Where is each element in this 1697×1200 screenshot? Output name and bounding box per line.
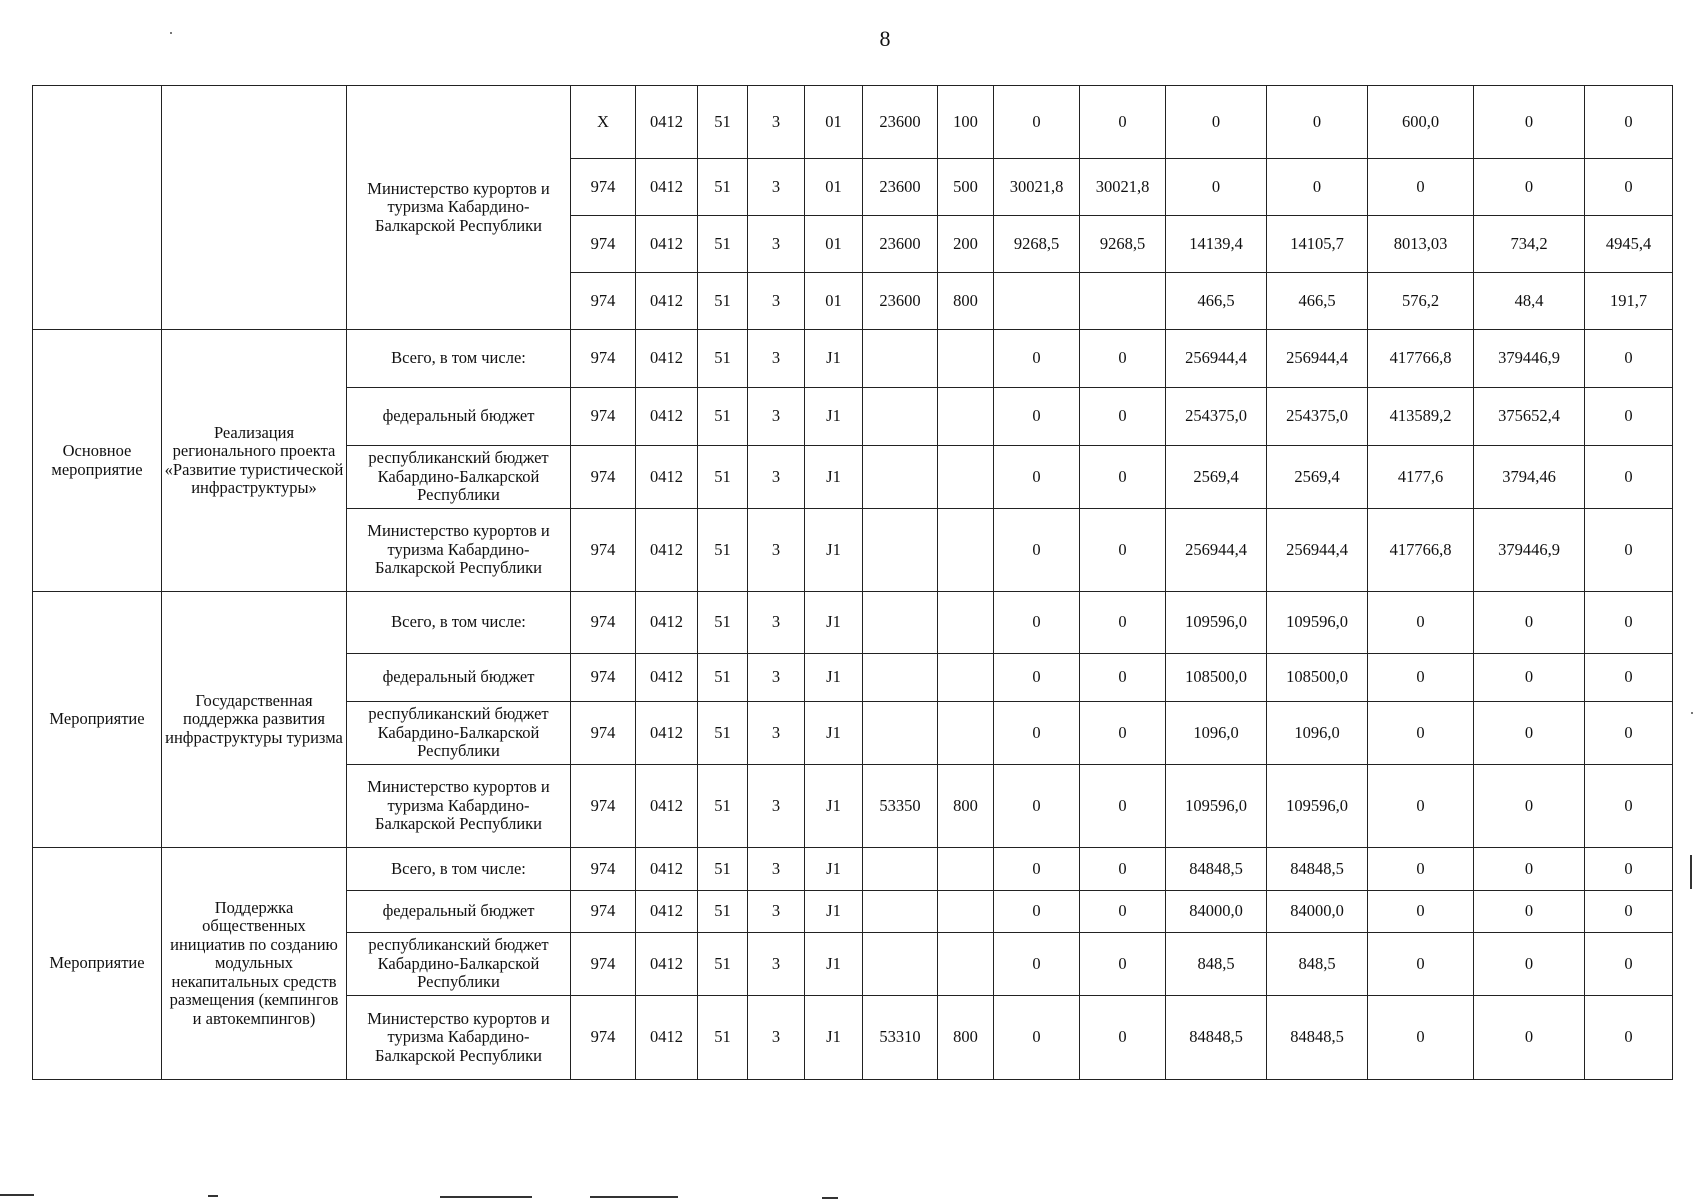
value-cell: 466,5 [1166,273,1267,330]
value-cell: 2569,4 [1166,446,1267,509]
value-cell: 9268,5 [1080,216,1166,273]
value-cell: 4177,6 [1368,446,1474,509]
value-cell: 0 [1585,86,1673,159]
source-cell: Министерство курортов и туризма Кабардино-Балкарской Республики [347,86,571,330]
value-cell: 0 [994,765,1080,848]
value-cell: 108500,0 [1267,654,1368,702]
value-cell: 0 [1080,446,1166,509]
value-cell: 51 [698,330,748,388]
event-type-cell: Мероприятие [33,592,162,848]
value-cell: 0 [1368,654,1474,702]
source-cell: республиканский бюджет Кабардино-Балкарской Республики [347,446,571,509]
value-cell: 974 [571,388,636,446]
value-cell: 51 [698,388,748,446]
value-cell: 51 [698,509,748,592]
value-cell: 974 [571,848,636,891]
value-cell: 0 [1368,891,1474,933]
value-cell [1080,273,1166,330]
value-cell: 0 [1080,891,1166,933]
event-type-cell: Мероприятие [33,848,162,1080]
value-cell [863,702,938,765]
value-cell: 51 [698,216,748,273]
event-type-cell: Основное мероприятие [33,330,162,592]
value-cell: 0 [1080,86,1166,159]
value-cell: 417766,8 [1368,330,1474,388]
value-cell: 0 [1368,996,1474,1080]
value-cell: 0 [1080,848,1166,891]
value-cell: J1 [805,765,863,848]
value-cell: 0 [994,654,1080,702]
value-cell: 0 [1080,996,1166,1080]
value-cell: J1 [805,509,863,592]
value-cell: 3 [748,848,805,891]
value-cell: 0412 [636,86,698,159]
value-cell: 0 [1080,330,1166,388]
value-cell: 3 [748,159,805,216]
value-cell: 0 [1267,86,1368,159]
source-cell: Министерство курортов и туризма Кабардино-Балкарской Республики [347,765,571,848]
value-cell: 0 [1474,654,1585,702]
source-cell: Всего, в том числе: [347,592,571,654]
value-cell: 01 [805,273,863,330]
event-name-cell: Реализация регионального проекта «Развитие туристической инфраструктуры» [162,330,347,592]
value-cell: 0 [994,891,1080,933]
value-cell: 0 [1474,86,1585,159]
value-cell: 974 [571,216,636,273]
value-cell: 51 [698,891,748,933]
value-cell: 0 [1368,159,1474,216]
value-cell: 3 [748,933,805,996]
value-cell: 51 [698,446,748,509]
value-cell: 1096,0 [1267,702,1368,765]
value-cell: 0 [1474,159,1585,216]
value-cell: 974 [571,592,636,654]
value-cell: 51 [698,159,748,216]
value-cell: 53310 [863,996,938,1080]
value-cell: 23600 [863,273,938,330]
value-cell: 53350 [863,765,938,848]
value-cell: 48,4 [1474,273,1585,330]
table-row [33,848,1673,891]
value-cell: 0 [1368,848,1474,891]
value-cell: J1 [805,388,863,446]
value-cell: 974 [571,446,636,509]
value-cell: 0 [1585,996,1673,1080]
value-cell: 379446,9 [1474,330,1585,388]
value-cell: 0412 [636,848,698,891]
scan-mark [440,1196,532,1198]
value-cell [938,848,994,891]
value-cell: 0 [1474,702,1585,765]
value-cell: 800 [938,996,994,1080]
value-cell: 0 [1368,765,1474,848]
value-cell: 0 [1585,765,1673,848]
value-cell: J1 [805,891,863,933]
value-cell [994,273,1080,330]
value-cell: 0 [1080,388,1166,446]
value-cell [938,654,994,702]
value-cell: 0 [1166,86,1267,159]
value-cell: 30021,8 [1080,159,1166,216]
value-cell: J1 [805,592,863,654]
value-cell: 0 [1080,509,1166,592]
value-cell: 51 [698,702,748,765]
value-cell: 0412 [636,330,698,388]
value-cell: 109596,0 [1166,592,1267,654]
value-cell: J1 [805,933,863,996]
value-cell [863,654,938,702]
value-cell: 84000,0 [1267,891,1368,933]
table-row [33,330,1673,388]
value-cell: 108500,0 [1166,654,1267,702]
value-cell: J1 [805,702,863,765]
value-cell: 0 [1585,446,1673,509]
value-cell: 800 [938,765,994,848]
value-cell: 0 [1368,702,1474,765]
value-cell: 500 [938,159,994,216]
value-cell: 256944,4 [1267,330,1368,388]
value-cell: 01 [805,86,863,159]
value-cell: 466,5 [1267,273,1368,330]
value-cell: 974 [571,765,636,848]
value-cell: 3 [748,702,805,765]
value-cell: 0412 [636,159,698,216]
value-cell: 51 [698,86,748,159]
value-cell: 51 [698,654,748,702]
value-cell: 0 [994,933,1080,996]
source-cell: республиканский бюджет Кабардино-Балкарской Республики [347,702,571,765]
value-cell [938,509,994,592]
value-cell: 51 [698,933,748,996]
value-cell: 0 [1267,159,1368,216]
value-cell: 974 [571,273,636,330]
value-cell: 0 [994,702,1080,765]
value-cell: 0 [1585,848,1673,891]
value-cell: 0 [1080,592,1166,654]
value-cell: 0 [1585,330,1673,388]
value-cell: 0 [994,330,1080,388]
value-cell: 974 [571,891,636,933]
value-cell [938,388,994,446]
value-cell: 256944,4 [1267,509,1368,592]
value-cell: 3 [748,509,805,592]
value-cell [863,446,938,509]
value-cell: 0412 [636,654,698,702]
value-cell: 0 [1474,765,1585,848]
value-cell: 576,2 [1368,273,1474,330]
value-cell [938,446,994,509]
value-cell: 0 [1474,848,1585,891]
value-cell [863,848,938,891]
value-cell: 0 [1080,933,1166,996]
value-cell: 974 [571,654,636,702]
value-cell: 0 [1585,388,1673,446]
scan-mark [208,1195,218,1197]
source-cell: федеральный бюджет [347,891,571,933]
value-cell: 0 [1585,509,1673,592]
scan-mark [1690,855,1692,889]
value-cell: 375652,4 [1474,388,1585,446]
value-cell: 0 [994,446,1080,509]
value-cell: J1 [805,330,863,388]
value-cell [863,933,938,996]
value-cell: 01 [805,159,863,216]
value-cell: 1096,0 [1166,702,1267,765]
value-cell [938,933,994,996]
value-cell: 974 [571,509,636,592]
value-cell: 3 [748,273,805,330]
value-cell: 84000,0 [1166,891,1267,933]
event-name-cell [162,86,347,330]
value-cell: 51 [698,996,748,1080]
value-cell: 0412 [636,388,698,446]
value-cell: 974 [571,702,636,765]
value-cell: J1 [805,848,863,891]
event-name-cell: Государственная поддержка развития инфраструктуры туризма [162,592,347,848]
value-cell: 974 [571,996,636,1080]
value-cell: 0 [994,592,1080,654]
value-cell: 100 [938,86,994,159]
value-cell: 600,0 [1368,86,1474,159]
source-cell: Министерство курортов и туризма Кабардино-Балкарской Республики [347,509,571,592]
source-cell: Министерство курортов и туризма Кабардино-Балкарской Республики [347,996,571,1080]
value-cell: 9268,5 [994,216,1080,273]
value-cell: 0 [1585,159,1673,216]
value-cell: 3 [748,765,805,848]
value-cell: 0412 [636,765,698,848]
value-cell: 848,5 [1267,933,1368,996]
value-cell: 974 [571,933,636,996]
value-cell [863,891,938,933]
value-cell: 379446,9 [1474,509,1585,592]
value-cell: 0412 [636,509,698,592]
value-cell: 84848,5 [1166,848,1267,891]
value-cell: 0 [1474,996,1585,1080]
value-cell: J1 [805,996,863,1080]
value-cell: 0 [994,996,1080,1080]
value-cell: 0412 [636,446,698,509]
value-cell: 14139,4 [1166,216,1267,273]
value-cell [938,592,994,654]
scan-mark [0,1194,34,1196]
value-cell: 0412 [636,702,698,765]
value-cell: 23600 [863,159,938,216]
value-cell: 0 [1585,891,1673,933]
value-cell: 51 [698,273,748,330]
value-cell: 0 [1585,702,1673,765]
value-cell: 51 [698,765,748,848]
value-cell: 0 [994,86,1080,159]
value-cell: 3 [748,654,805,702]
value-cell: 0412 [636,891,698,933]
value-cell: 413589,2 [1368,388,1474,446]
value-cell [863,330,938,388]
value-cell: 84848,5 [1267,996,1368,1080]
value-cell: 3 [748,592,805,654]
value-cell: 0 [1080,654,1166,702]
value-cell: 0 [1368,592,1474,654]
value-cell: 4945,4 [1585,216,1673,273]
value-cell: 3 [748,330,805,388]
scan-dot [1691,712,1693,714]
value-cell: 30021,8 [994,159,1080,216]
value-cell: 0412 [636,996,698,1080]
value-cell [938,891,994,933]
value-cell: 109596,0 [1166,765,1267,848]
value-cell: 109596,0 [1267,765,1368,848]
value-cell: 0 [994,848,1080,891]
value-cell: 0 [1474,891,1585,933]
value-cell [863,509,938,592]
source-cell: Всего, в том числе: [347,848,571,891]
value-cell: 2569,4 [1267,446,1368,509]
value-cell: 84848,5 [1166,996,1267,1080]
value-cell: 0 [1368,933,1474,996]
value-cell: 3 [748,891,805,933]
table-row [33,592,1673,654]
value-cell: 109596,0 [1267,592,1368,654]
value-cell: J1 [805,446,863,509]
source-cell: республиканский бюджет Кабардино-Балкарской Республики [347,933,571,996]
event-type-cell [33,86,162,330]
value-cell: 0 [1585,592,1673,654]
scan-dot [170,32,172,34]
value-cell: 0 [994,509,1080,592]
value-cell: 200 [938,216,994,273]
value-cell: 3 [748,446,805,509]
value-cell: 974 [571,159,636,216]
value-cell: 8013,03 [1368,216,1474,273]
value-cell: 0412 [636,216,698,273]
value-cell [938,702,994,765]
value-cell: 51 [698,592,748,654]
value-cell: 800 [938,273,994,330]
scan-mark [822,1197,838,1199]
value-cell [863,592,938,654]
value-cell: 3794,46 [1474,446,1585,509]
value-cell: 254375,0 [1267,388,1368,446]
source-cell: федеральный бюджет [347,654,571,702]
value-cell: 01 [805,216,863,273]
value-cell: 0 [994,388,1080,446]
value-cell: 3 [748,996,805,1080]
value-cell: 191,7 [1585,273,1673,330]
value-cell: 0 [1474,592,1585,654]
value-cell: 734,2 [1474,216,1585,273]
value-cell [863,388,938,446]
value-cell: 0 [1080,765,1166,848]
table-row [33,86,1673,159]
value-cell: 3 [748,216,805,273]
value-cell: 0412 [636,592,698,654]
event-name-cell: Поддержка общественных инициатив по созданию модульных некапитальных средств размещения (кемпингов и автокемпингов) [162,848,347,1080]
value-cell: 0412 [636,933,698,996]
value-cell: Х [571,86,636,159]
value-cell: 0 [1585,933,1673,996]
value-cell: 974 [571,330,636,388]
value-cell: 848,5 [1166,933,1267,996]
value-cell: 3 [748,86,805,159]
value-cell: 417766,8 [1368,509,1474,592]
value-cell: J1 [805,654,863,702]
page-number: 8 [879,26,891,51]
value-cell: 51 [698,848,748,891]
value-cell: 3 [748,388,805,446]
value-cell: 256944,4 [1166,509,1267,592]
value-cell: 254375,0 [1166,388,1267,446]
value-cell: 0412 [636,273,698,330]
budget-table [32,85,1673,1080]
value-cell [938,330,994,388]
value-cell: 84848,5 [1267,848,1368,891]
value-cell: 23600 [863,86,938,159]
value-cell: 0 [1166,159,1267,216]
source-cell: Всего, в том числе: [347,330,571,388]
value-cell: 14105,7 [1267,216,1368,273]
scan-mark [590,1196,678,1198]
value-cell: 0 [1080,702,1166,765]
value-cell: 23600 [863,216,938,273]
value-cell: 256944,4 [1166,330,1267,388]
value-cell: 0 [1474,933,1585,996]
source-cell: федеральный бюджет [347,388,571,446]
value-cell: 0 [1585,654,1673,702]
